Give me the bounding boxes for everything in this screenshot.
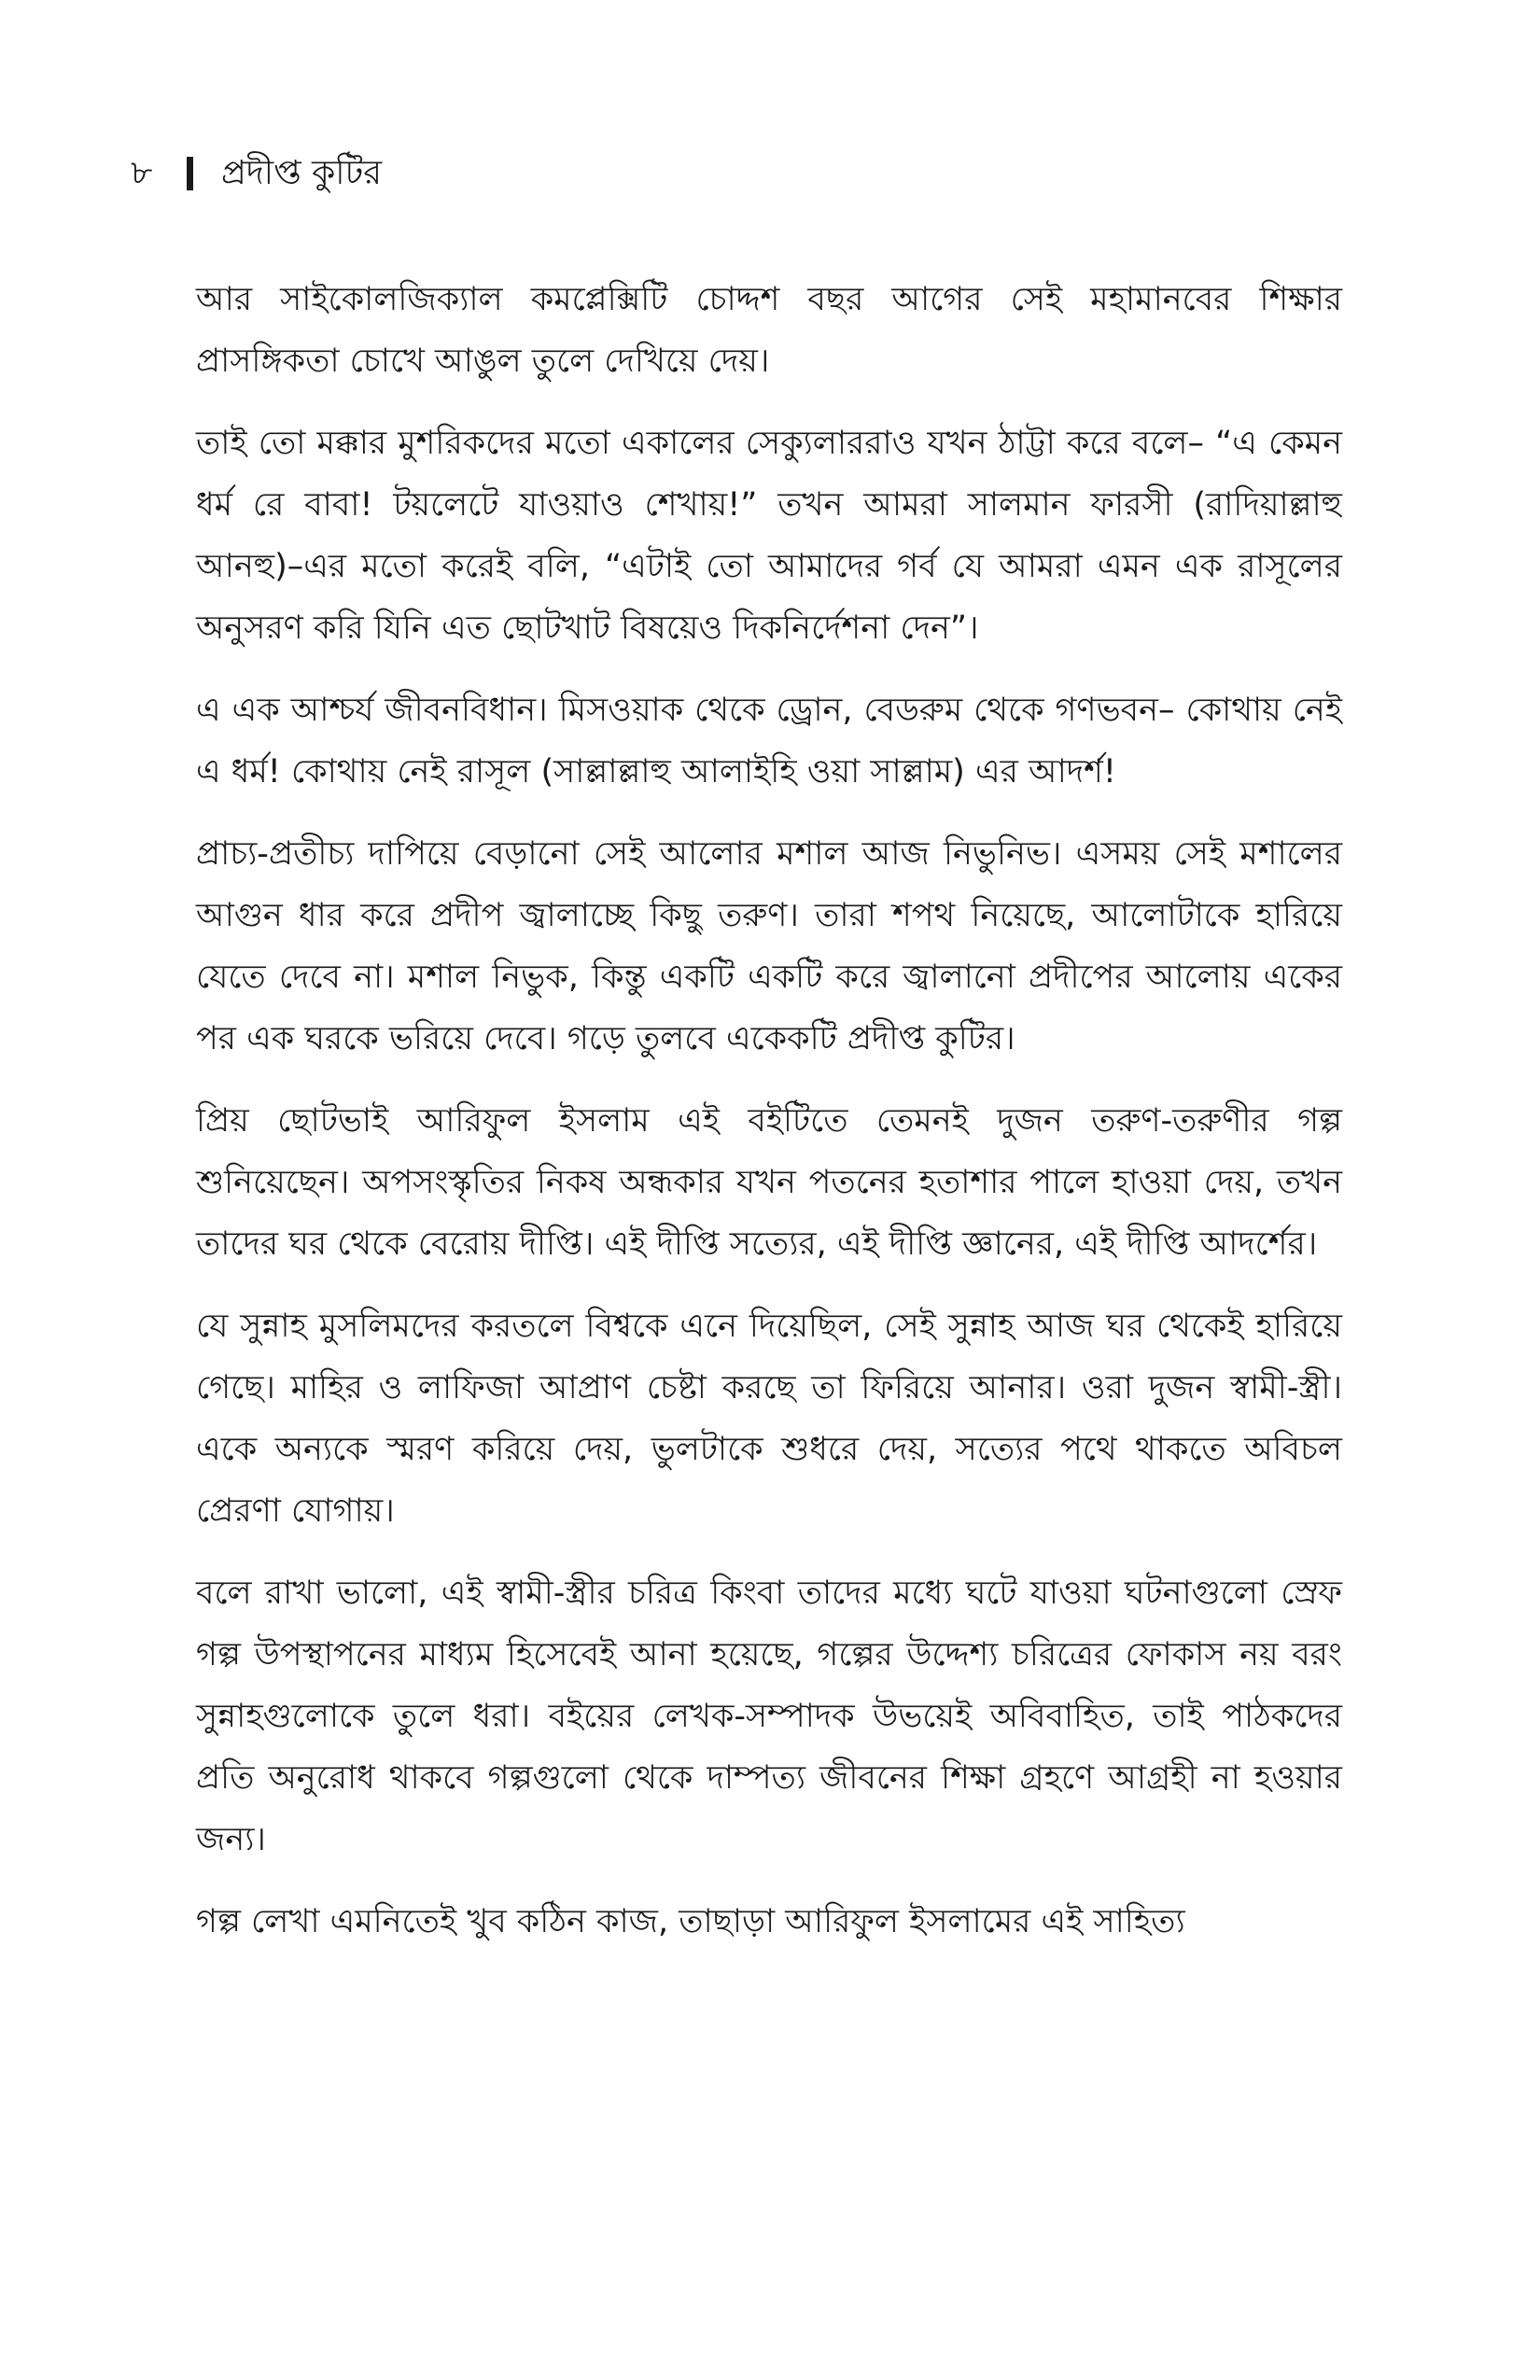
paragraph-5: প্রিয় ছোটভাই আরিফুল ইসলাম এই বইটিতে তেমনই দুজন তরুণ-তরুণীর গল্প শুনিয়েছেন। অপসংস্কৃতির নিকষ অন্ধকার যখন পতনের হতাশার পালে হাওয়া দেয়, তখন তাদের ঘর থেকে বেরোয় দীপ্তি। এই দীপ্তি সত্যের, এই দীপ্তি জ্ঞানের, এই দীপ্তি আদর্শের। <box>196 1102 1342 1263</box>
paragraph-8: গল্প লেখা এমনিতেই খুব কঠিন কাজ, তাছাড়া আরিফুল ইসলামের এই সাহিত্য <box>196 1903 1185 1940</box>
book-title: প্রদীপ্ত কুটির <box>221 154 383 192</box>
paragraph-3: এ এক আশ্চর্য জীবনবিধান। মিসওয়াক থেকে ড্রোন, বেডরুম থেকে গণভবন– কোথায় নেই এ ধর্ম! কোথায় নেই রাসূল (সাল্লাল্লাহু আলাইহি ওয়া সাল্লাম) এর আদর্শ! <box>196 692 1342 791</box>
paragraph-4: প্রাচ্য-প্রতীচ্য দাপিয়ে বেড়ানো সেই আলোর মশাল আজ নিভুনিভ। এসময় সেই মশালের আগুন ধার করে প্রদীপ জ্বালাচ্ছে কিছু তরুণ। তারা শপথ নিয়েছে, আলোটাকে হারিয়ে যেতে দেবে না। মশাল নিভুক, কিন্তু একটি একটি করে জ্বালানো প্রদীপের আলোয় একের পর এক ঘরকে ভরিয়ে দেবে। গড়ে তুলবে একেকটি প্রদীপ্ত কুটির। <box>196 835 1342 1057</box>
paragraph-2: তাই তো মক্কার মুশরিকদের মতো একালের সেক্যুলাররাও যখন ঠাট্টা করে বলে– “এ কেমন ধর্ম রে বাবা! টয়লেটে যাওয়াও শেখায়!” তখন আমরা সালমান ফারসী (রাদিয়াল্লাহু আনহু)–এর মতো করেই বলি, “এটাই তো আমাদের গর্ব যে আমরা এমন এক রাসূলের অনুসরণ করি যিনি এত ছোটখাট বিষয়েও দিকনির্দেশনা দেন”। <box>196 425 1342 647</box>
paragraph-6: যে সুন্নাহ মুসলিমদের করতলে বিশ্বকে এনে দিয়েছিল, সেই সুন্নাহ আজ ঘর থেকেই হারিয়ে গেছে। মাহির ও লাফিজা আপ্রাণ চেষ্টা করছে তা ফিরিয়ে আনার। ওরা দুজন স্বামী-স্ত্রী। একে অন্যকে স্মরণ করিয়ে দেয়, ভুলটাকে শুধরে দেয়, সত্যের পথে থাকতে অবিচল প্রেরণা যোগায়। <box>196 1308 1342 1530</box>
body-text <box>196 269 1342 1973</box>
running-header <box>131 154 383 192</box>
paragraph-7: বলে রাখা ভালো, এই স্বামী-স্ত্রীর চরিত্র কিংবা তাদের মধ্যে ঘটে যাওয়া ঘটনাগুলো স্রেফ গল্প উপস্থাপনের মাধ্যম হিসেবেই আনা হয়েছে, গল্পের উদ্দেশ্য চরিত্রের ফোকাস নয় বরং সুন্নাহগুলোকে তুলে ধরা। বইয়ের লেখক-সম্পাদক উভয়েই অবিবাহিত, তাই পাঠকদের প্রতি অনুরোধ থাকবে গল্পগুলো থেকে দাম্পত্য জীবনের শিক্ষা গ্রহণে আগ্রহী না হওয়ার জন্য। <box>196 1575 1342 1858</box>
paragraph-1: আর সাইকোলজিক্যাল কমপ্লেক্সিটি চোদ্দশ বছর আগের সেই মহামানবের শিক্ষার প্রাসঙ্গিকতা চোখে আঙুল তুলে দেখিয়ে দেয়। <box>196 281 1342 380</box>
header-divider <box>187 157 193 190</box>
page-number: ৮ <box>131 154 153 192</box>
